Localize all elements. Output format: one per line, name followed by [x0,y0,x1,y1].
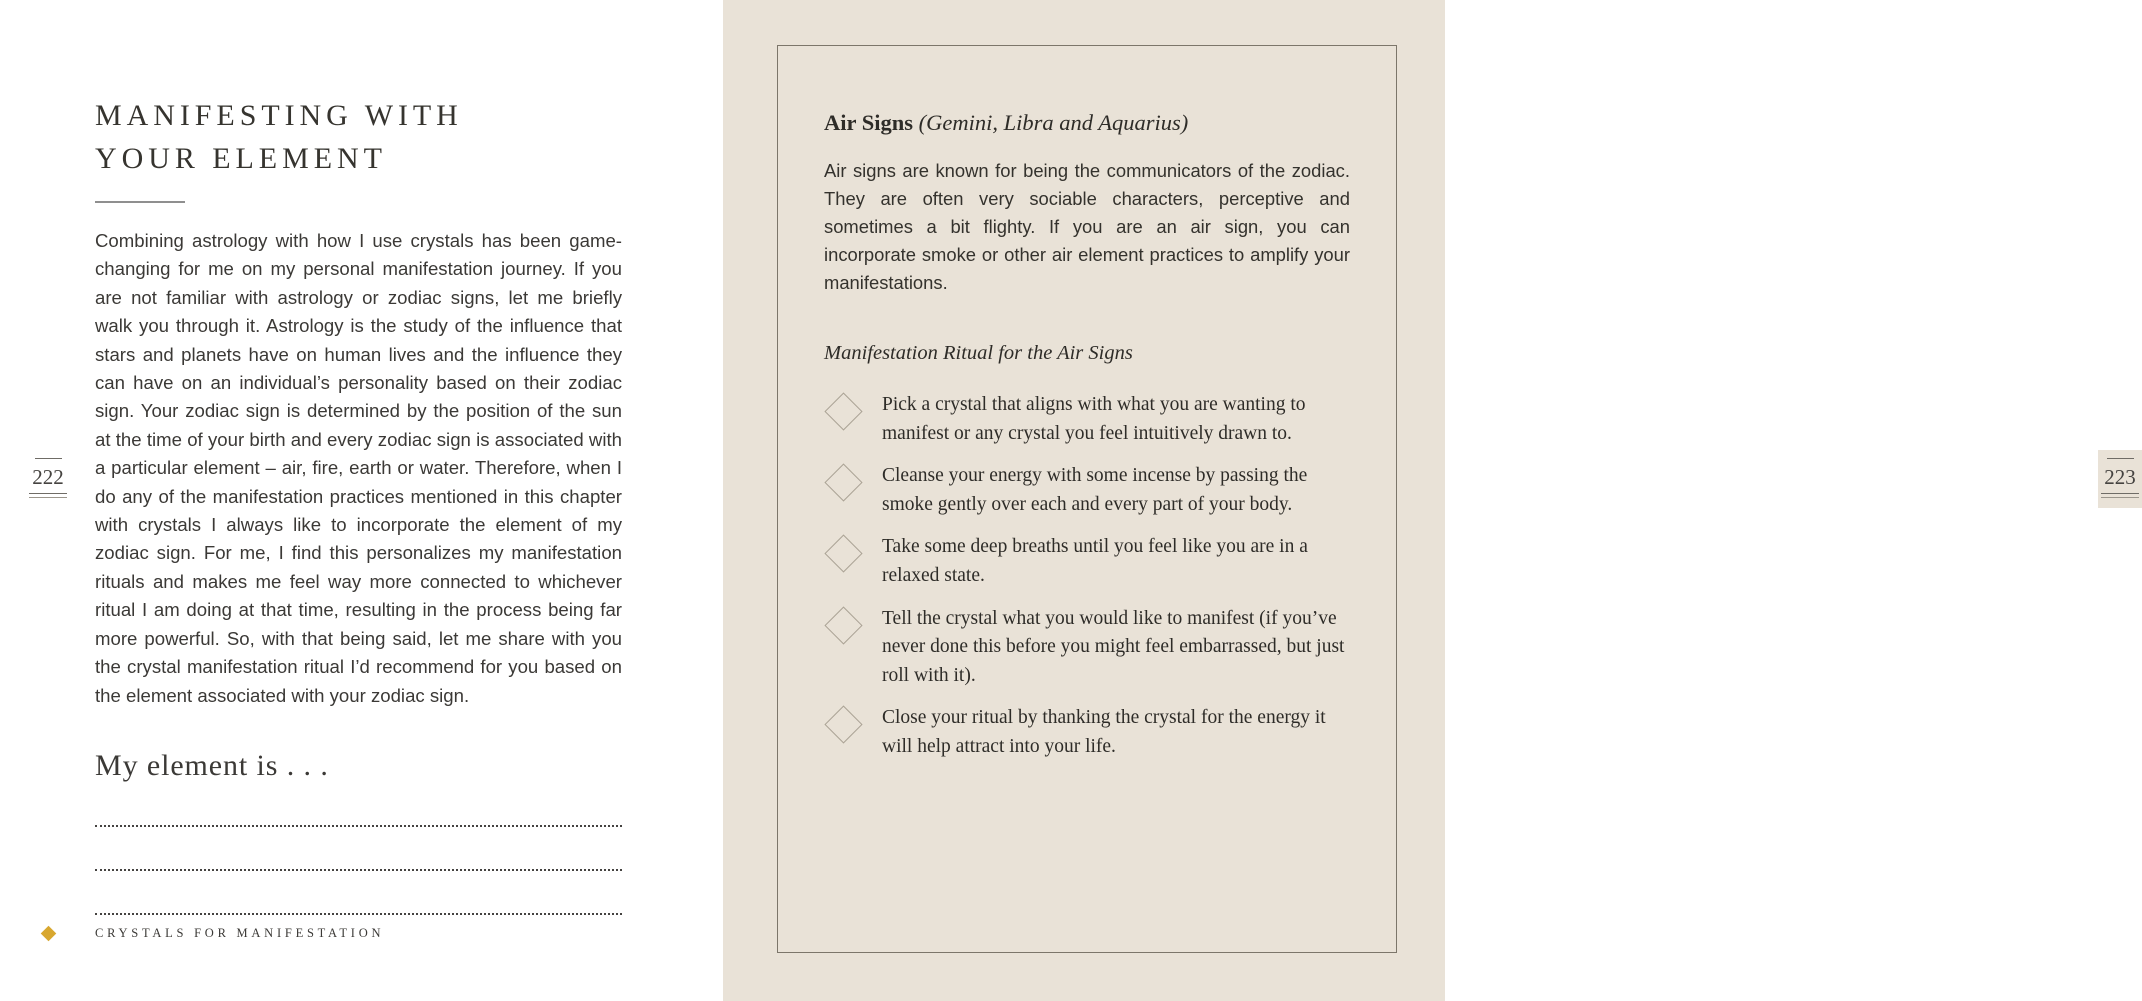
pagenum-rule-bottom-2 [29,497,67,498]
list-item [824,704,1350,761]
diamond-icon [41,926,57,942]
list-item [824,605,1350,691]
list-item-text: Pick a crystal that aligns with what you are wanting to manifest or any crystal you feel intuitively drawn to. [882,394,1306,444]
section-heading [824,110,1350,136]
list-item [824,533,1350,590]
list-item-text: Close your ritual by thanking the crystal for the energy it will help attract into your life. [882,707,1326,757]
list-item [824,391,1350,448]
dotted-writing-line [95,913,622,915]
left-page-footer [43,926,384,941]
chapter-heading [95,94,622,180]
pagenum-rule-top [2107,458,2134,459]
chapter-body-text: Combining astrology with how I use crystals has been game-changing for me on my personal manifestation journey. If you are not familiar with astrology or zodiac signs, let me briefly walk you through it. Astrology is the study of the influence that stars and planets have on human lives and the influence they can have on an individual’s personality based on their zodiac sign. Your zodiac sign is determined by the position of the sun at the time of your birth and every zodiac sign is associated with a particular element – air, fire, earth or water. Therefore, when I do any of the manifestation practices mentioned in this chapter with crystals I always like to incorporate the element of my zodiac sign. For me, I find this personalizes my manifestation rituals and makes me feel way more connected to whichever ritual I am doing at that time, resulting in the process being far more powerful. So, with that being said, let me share with you the crystal manifestation ritual I’d recommend for you based on the element associated with your zodiac sign. [95,230,622,706]
diamond-bullet-icon [824,464,862,502]
chapter-heading-line-2: YOUR ELEMENT [95,142,387,175]
section-intro-text: Air signs are known for being the communicators of the zodiac. They are often very sociable characters, perceptive and sometimes a bit flighty. If you are an air sign, you can incorporate smoke or other air element practices to amplify your manifestations. [824,160,1350,293]
page-number-text: 223 [2104,465,2136,489]
page-number-text: 222 [32,465,64,489]
diamond-bullet-icon [824,392,862,430]
pagenum-rule-bottom [2101,493,2139,494]
list-item-text: Tell the crystal what you would like to manifest (if you’ve never done this before you might feel embarrassed, but just roll with it). [882,607,1345,686]
list-item [824,462,1350,519]
content-border-box [777,45,1397,953]
pagenum-rule-bottom [29,493,67,494]
left-page [0,0,723,1001]
right-page-number [2098,450,2142,508]
footer-book-title: CRYSTALS FOR MANIFESTATION [95,926,385,940]
pagenum-rule-bottom-2 [2101,497,2139,498]
prompt-heading: My element is . . . [95,748,329,782]
ritual-heading: Manifestation Ritual for the Air Signs [824,342,1133,364]
section-heading-italic: (Gemini, Libra and Aquarius) [918,110,1189,135]
list-item-text: Take some deep breaths until you feel like you are in a relaxed state. [882,536,1308,586]
right-page [723,0,2136,1001]
list-item-text: Cleanse your energy with some incense by passing the smoke gently over each and every part of your body. [882,465,1308,515]
ritual-list [824,391,1350,762]
diamond-bullet-icon [824,606,862,644]
heading-rule [95,201,185,203]
diamond-bullet-icon [824,706,862,744]
chapter-heading-line-1: MANIFESTING WITH [95,99,463,132]
pagenum-rule-top [35,458,62,459]
dotted-writing-line [95,825,622,827]
diamond-bullet-icon [824,535,862,573]
section-heading-bold: Air Signs [824,110,913,135]
dotted-writing-line [95,869,622,871]
left-page-content [95,94,622,915]
left-page-number [26,458,70,498]
